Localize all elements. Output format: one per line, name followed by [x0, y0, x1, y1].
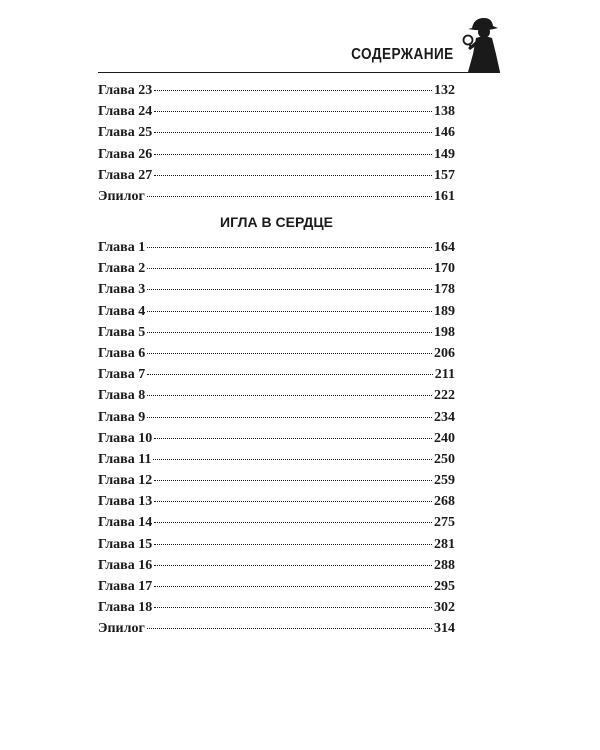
toc-page: 132	[434, 83, 455, 98]
toc-page: 164	[434, 240, 455, 255]
dot-leader	[147, 196, 432, 197]
dot-leader	[147, 311, 432, 312]
toc-row[interactable]	[98, 600, 455, 621]
toc-row[interactable]	[98, 388, 455, 409]
toc-page: 288	[434, 557, 455, 573]
toc-list-part1	[98, 83, 455, 210]
dot-leader	[154, 586, 432, 587]
dot-leader	[154, 607, 432, 608]
toc-label: Глава 2	[98, 261, 146, 277]
toc-page: 138	[434, 104, 455, 120]
toc-page: 178	[434, 282, 455, 298]
toc-page: 234	[434, 409, 455, 425]
toc-label: Глава 1	[98, 240, 146, 255]
toc-label: Глава 4	[98, 303, 146, 319]
toc-page: 146	[434, 125, 455, 141]
toc-page: 170	[434, 261, 455, 277]
dot-leader	[154, 565, 432, 566]
toc-label: Глава 18	[98, 600, 153, 616]
toc-row[interactable]	[98, 83, 455, 104]
toc-label: Глава 26	[98, 146, 153, 162]
toc-page: 268	[434, 494, 455, 510]
toc-label: Эпилог	[98, 188, 145, 204]
dot-leader	[153, 459, 432, 460]
dot-leader	[147, 332, 432, 333]
toc-row[interactable]	[98, 410, 455, 431]
toc-row[interactable]	[98, 431, 455, 452]
toc-row[interactable]	[98, 473, 455, 494]
toc-page: 157	[434, 167, 455, 183]
detective-silhouette-icon	[462, 14, 504, 74]
toc-row[interactable]	[98, 325, 455, 346]
header-rule	[98, 72, 500, 73]
dot-leader	[154, 438, 432, 439]
dot-leader	[147, 268, 432, 269]
toc-page: 211	[434, 367, 455, 383]
toc-page: 314	[434, 621, 455, 637]
page-title: СОДЕРЖАНИЕ	[351, 46, 454, 63]
toc-row[interactable]	[98, 558, 455, 579]
toc-page: 250	[434, 451, 455, 467]
dot-leader	[147, 353, 432, 354]
dot-leader	[147, 289, 432, 290]
toc-row[interactable]	[98, 147, 455, 168]
section-title: ИГЛА В СЕРДЦЕ	[220, 214, 333, 230]
dot-leader	[147, 395, 432, 396]
toc-page: 222	[434, 388, 455, 404]
toc-page: 295	[434, 579, 455, 594]
dot-leader	[154, 154, 432, 155]
toc-label: Глава 15	[98, 536, 153, 552]
dot-leader	[154, 522, 432, 523]
toc-label: Глава 14	[98, 515, 153, 531]
toc-label: Глава 17	[98, 579, 153, 594]
toc-label: Глава 6	[98, 345, 146, 361]
toc-row[interactable]	[98, 452, 455, 473]
toc-list-part2	[98, 240, 455, 643]
toc-row[interactable]	[98, 515, 455, 536]
toc-row[interactable]	[98, 537, 455, 558]
toc-page: 275	[434, 515, 455, 531]
dot-leader	[154, 175, 432, 176]
dot-leader	[147, 628, 432, 629]
toc-row[interactable]	[98, 104, 455, 125]
dot-leader	[154, 501, 432, 502]
toc-label: Глава 25	[98, 125, 153, 141]
dot-leader	[147, 374, 433, 375]
toc-label: Эпилог	[98, 621, 145, 637]
toc-page: 189	[434, 303, 455, 319]
dot-leader	[154, 544, 432, 545]
toc-row[interactable]	[98, 282, 455, 303]
toc-label: Глава 7	[98, 367, 146, 383]
dot-leader	[154, 111, 432, 112]
toc-label: Глава 11	[98, 451, 152, 467]
toc-row[interactable]	[98, 494, 455, 515]
toc-row[interactable]	[98, 125, 455, 146]
toc-row[interactable]	[98, 579, 455, 600]
toc-page: 281	[434, 536, 455, 552]
toc-page: 240	[434, 430, 455, 446]
toc-page: 206	[434, 345, 455, 361]
toc-label: Глава 12	[98, 473, 153, 489]
dot-leader	[154, 90, 432, 91]
toc-row[interactable]	[98, 367, 455, 388]
dot-leader	[154, 132, 432, 133]
toc-label: Глава 23	[98, 83, 153, 98]
toc-row[interactable]	[98, 168, 455, 189]
toc-label: Глава 8	[98, 388, 146, 404]
toc-label: Глава 27	[98, 167, 153, 183]
toc-label: Глава 10	[98, 430, 153, 446]
toc-label: Глава 16	[98, 557, 153, 573]
toc-page: 149	[434, 146, 455, 162]
dot-leader	[147, 247, 432, 248]
toc-page: 302	[434, 600, 455, 616]
toc-label: Глава 3	[98, 282, 146, 298]
toc-page: 259	[434, 473, 455, 489]
toc-row[interactable]	[98, 261, 455, 282]
toc-row[interactable]	[98, 189, 455, 210]
toc-label: Глава 5	[98, 324, 146, 340]
toc-row[interactable]	[98, 346, 455, 367]
toc-label: Глава 9	[98, 409, 146, 425]
toc-row[interactable]	[98, 240, 455, 261]
toc-page: 198	[434, 324, 455, 340]
toc-page: 161	[434, 188, 455, 204]
toc-row[interactable]	[98, 304, 455, 325]
toc-label: Глава 13	[98, 494, 153, 510]
dot-leader	[147, 417, 432, 418]
toc-row[interactable]	[98, 621, 455, 642]
dot-leader	[154, 480, 432, 481]
toc-label: Глава 24	[98, 104, 153, 120]
